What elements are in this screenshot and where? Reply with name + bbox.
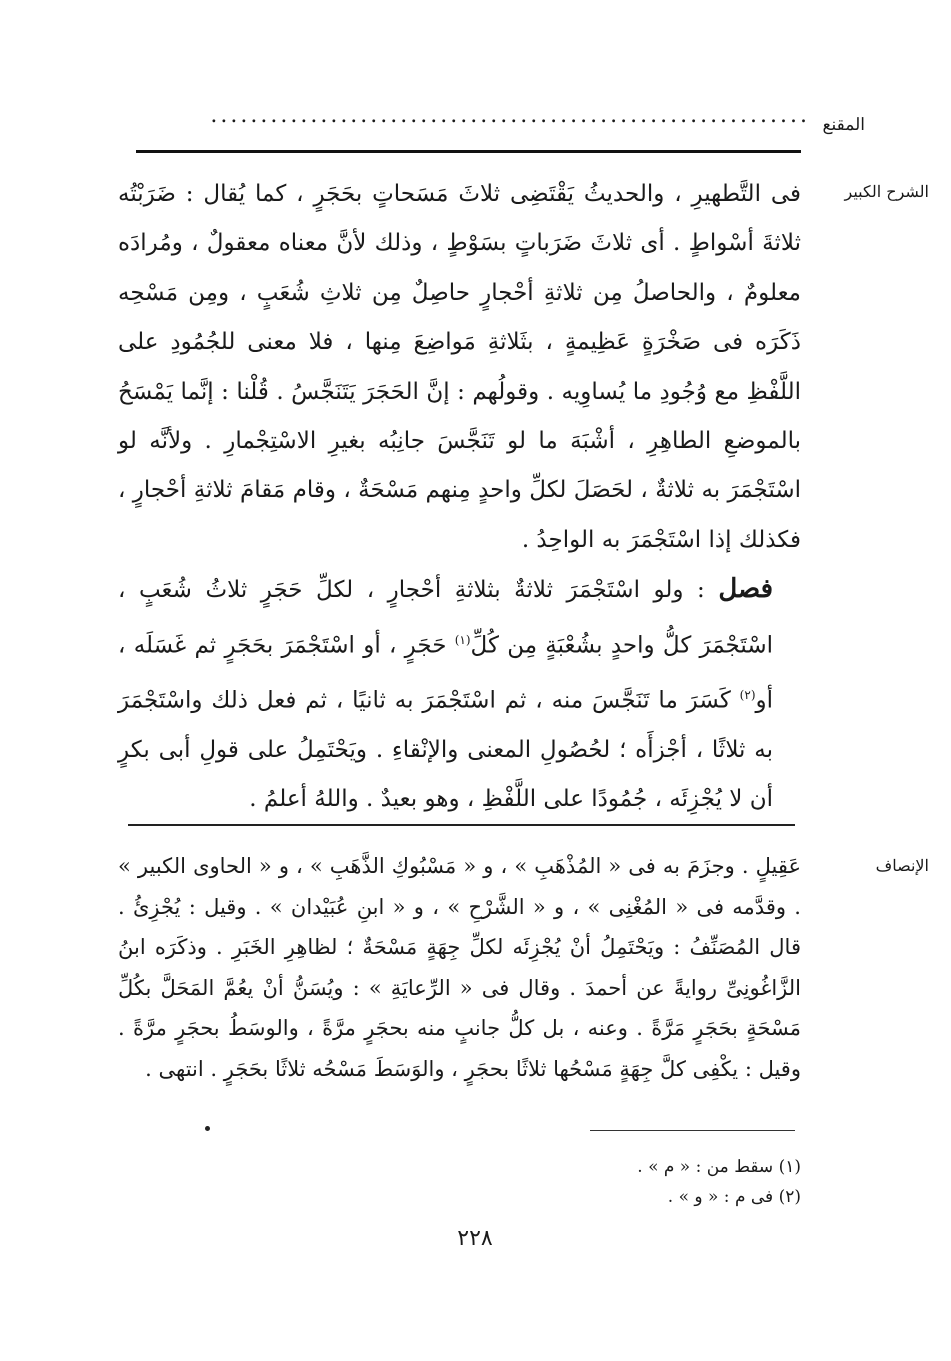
sharh-side-label: الشرح الكبير bbox=[844, 182, 929, 201]
header-dotted-line: ............................................................ bbox=[210, 103, 810, 128]
insaf-paragraph: عَقِيلٍ . وجزَمَ به فى « المُذْهَبِ » ، و « مَسْبُوكِ الذَّهَبِ » ، و « الحاوى الكبير » . وقدَّمه فى « المُغْنِى » ، و « الشَّرْحِ » ، و « ابنِ عُبَيْدان » . وقيل : يُجْزِئُ . قال المُصَنِّفُ : ويَحْتَمِلُ أنْ يُجْزِئَه لكلِّ جِهَةٍ مَسْحَةٌ ؛ لظاهِرِ الخَبَرِ . وذكَرَه ابنُ الزَّاغُونِىِّ روايةً عن أحمدَ . وقال فى « الرِّعايَةِ » : ويُسَنُّ أنْ يعُمَّ المَحَلَّ بكُلِّ مَسْحَةٍ بحَجَرٍ مَرَّةً . وعنه ، بل كلُّ جانبٍ منه بحجَرٍ مرَّةً ، والوسَطُ بحجَرٍ مرَّةً . وقيل : يكْفِى كلَّ جِهَةٍ مَسْحُها ثلاثًا بحجَرٍ ، والوَسَطَ مَسْحُه ثلاثًا بحَجَرٍ . انتهى . bbox=[118, 854, 801, 1081]
fasl-paragraph bbox=[118, 565, 801, 824]
footnote-marker-2: (٢) bbox=[739, 687, 756, 702]
section-divider bbox=[128, 824, 795, 826]
sharh-text-block bbox=[118, 170, 801, 825]
insaf-text-block bbox=[118, 846, 801, 1089]
footnote-rule bbox=[590, 1130, 795, 1131]
fasl-text-part-1: : ولو اسْتَجْمَرَ ثلاثةٌ بثلاثةِ أحْجارٍ ، لكلِّ حَجَرٍ ثلاثُ شُعَبٍ ، اسْتَجْمَرَ كلُّ واحدٍ بشُعْبَةٍ مِن كُلِّ bbox=[118, 577, 773, 659]
footnote-marker-1: (١) bbox=[454, 632, 471, 647]
footnote-1: (١) سقط من : « م » . bbox=[637, 1157, 801, 1177]
stray-dot bbox=[205, 1126, 210, 1131]
page-number: ٢٢٨ bbox=[457, 1226, 493, 1251]
sharh-paragraph: فى التَّطهيرِ ، والحديثُ يَقْتَضِى ثلاثَ مَسَحاتٍ بحَجَرٍ ، كما يُقال : ضَرَبْتُه ثلاثةَ أسْواطٍ . أى ثلاثَ ضَرَباتٍ بسَوْطٍ ، وذلك لأنَّ معناه معقولٌ ، ومُرادَه معلومٌ ، والحاصلُ مِن ثلاثةِ أحْجارٍ حاصِلٌ مِن ثلاثِ شُعَبٍ ، ومِن مَسْحِه ذَكَرَه فى صَخْرَةٍ عَظِيمةٍ ، بثَلاثةِ مَواضِعَ مِنها ، فلا معنى للجُمُودِ على اللَّفْظِ مع وُجُودِ ما يُساوِيه . وقولُهم : إنَّ الحَجَرَ يَتَنَجَّسُ . قُلْنا : إنَّما يَمْسَحُ بالموضعِ الطاهِرِ ، أشْبَهَ ما لو تَنَجَّسَ جانِبُه بغيرِ الاسْتِجْمارِ . ولأنَّه لو اسْتَجْمَرَ به ثلاثةٌ ، لحَصَلَ لكلِّ واحدٍ مِنهم مَسْحَةٌ ، وقام مَقامَ ثلاثةِ أحْجارٍ ، فكذلك إذا اسْتَجْمَرَ به الواحِدُ . bbox=[118, 181, 801, 553]
header-rule bbox=[136, 150, 801, 153]
header-label: المقنع bbox=[822, 115, 865, 135]
insaf-side-label: الإنصاف bbox=[875, 856, 929, 875]
footnotes bbox=[637, 1152, 801, 1212]
fasl-text-part-2: حَجَرٍ ، أو اسْتَجْمَرَ بحَجَرٍ ثم غَسَلَه ، أو bbox=[118, 632, 773, 714]
footnote-2: (٢) فى م : « و » . bbox=[667, 1187, 801, 1207]
fasl-text-part-3: كَسَرَ ما تَنَجَّسَ منه ، ثم اسْتَجْمَرَ به ثانيًا ، ثم فعل ذلك واسْتَجْمَرَ به ثلاثًا ، أجْزأَه ؛ لحُصُولِ المعنى والإنْقاءِ . ويَحْتَمِلُ على قولِ أبى بكرٍ أن لا يُجْزِئَه ، جُمُودًا على اللَّفْظِ ، وهو بعيدٌ . واللهُ أعلمُ . bbox=[118, 687, 773, 813]
fasl-keyword: فصل bbox=[718, 574, 773, 605]
